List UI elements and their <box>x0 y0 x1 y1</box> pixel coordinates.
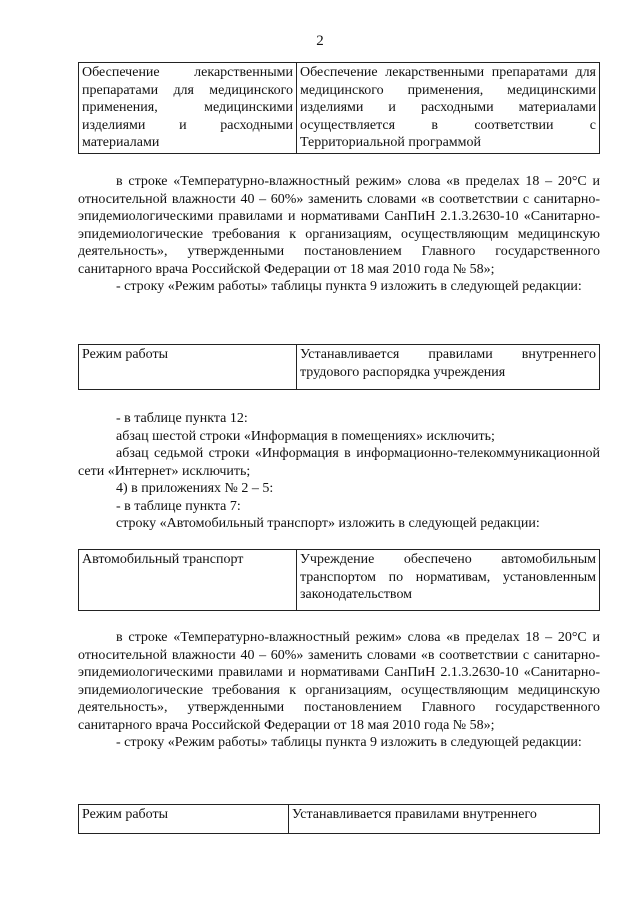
amendment-block-3 <box>78 629 600 752</box>
table-cell-left: Автомобильный транспорт <box>79 550 297 611</box>
table-cell-left: Обеспечение лекарственными препаратами для медицинского применения, медицинскими изделиями и расходными материалами <box>79 63 297 154</box>
paragraph-work-mode-intro: - строку «Режим работы» таблицы пункта 9 изложить в следующей редакции: <box>116 279 582 294</box>
table-cell-right: Устанавливается правилами внутреннего <box>289 805 600 834</box>
list-item: - в таблице пункта 7: <box>116 498 241 514</box>
table-work-mode <box>78 804 600 834</box>
paragraph-temperature-regime: в строке «Температурно-влажностный режим» слова «в пределах 18 – 20°С и относительной влажности 40 – 60%» заменить словами «в соответствии с санитарно-эпидемиологическими правилами и нормативами СанПиН 2.1.3.2630-10 «Санитарно-эпидемиологические требования к организациям, осуществляющим медицинскую деятельность», утвержденными постановлением Главного государственного санитарного врача Российской Федерации от 18 мая 2010 года № 58»; <box>78 630 600 733</box>
table-row <box>79 63 600 154</box>
table-cell-right: Учреждение обеспечено автомобильным транспортом по нормативам, установленным законодательством <box>297 550 600 611</box>
paragraph-temperature-regime: в строке «Температурно-влажностный режим» слова «в пределах 18 – 20°С и относительной влажности 40 – 60%» заменить словами «в соответствии с санитарно-эпидемиологическими правилами и нормативами СанПиН 2.1.3.2630-10 «Санитарно-эпидемиологические требования к организациям, осуществляющим медицинскую деятельность», утвержденными постановлением Главного государственного санитарного врача Российской Федерации от 18 мая 2010 года № 58»; <box>78 174 600 277</box>
table-medical-supplies <box>78 62 600 154</box>
table-row <box>79 550 600 611</box>
table-motor-transport <box>78 549 600 611</box>
page-number: 2 <box>316 33 324 49</box>
table-row <box>79 345 600 390</box>
amendment-block-2 <box>78 410 600 533</box>
amendment-block-1 <box>78 173 600 296</box>
paragraph-work-mode-intro: - строку «Режим работы» таблицы пункта 9 изложить в следующей редакции: <box>116 735 582 750</box>
table-cell-left: Режим работы <box>79 345 297 390</box>
table-cell-right: Обеспечение лекарственными препаратами для медицинского применения, медицинскими изделиями и расходными материалами осуществляется в соответствии с Территориальной программой <box>297 63 600 154</box>
table-cell-right: Устанавливается правилами внутреннего трудового распорядка учреждения <box>297 345 600 390</box>
list-item: абзац седьмой строки «Информация в информационно-телекоммуникационной сети «Интернет» исключить; <box>78 446 600 479</box>
table-row <box>79 805 600 834</box>
list-item: - в таблице пункта 12: <box>116 411 248 426</box>
table-cell-left: Режим работы <box>79 805 289 834</box>
table-work-mode <box>78 344 600 390</box>
list-item: абзац шестой строки «Информация в помещениях» исключить; <box>116 428 495 444</box>
list-item: 4) в приложениях № 2 – 5: <box>116 481 274 496</box>
list-item: строку «Автомобильный транспорт» изложить в следующей редакции: <box>116 516 540 531</box>
